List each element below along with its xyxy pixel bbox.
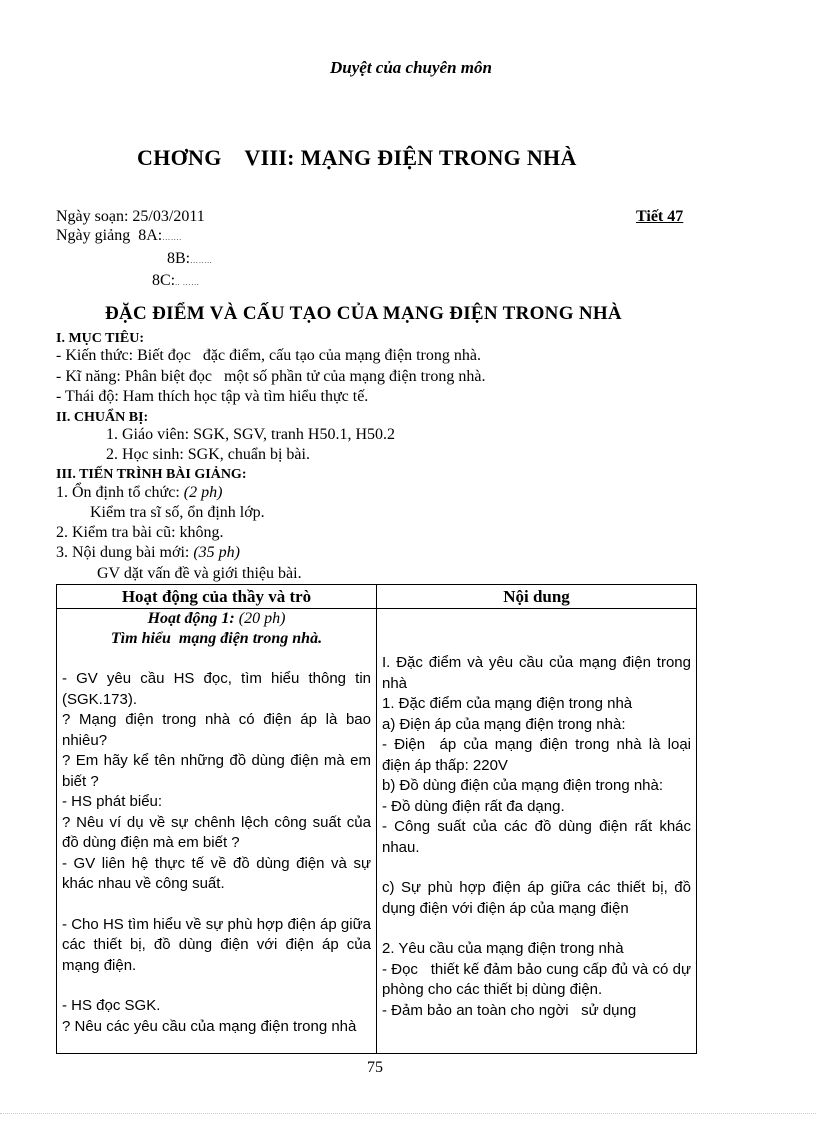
list-item: 2. Yêu cầu của mạng điện trong nhà xyxy=(382,940,624,957)
class-8a-label: 8A: xyxy=(138,227,163,244)
list-item: c) Sự phù hợp điện áp giữa các thiết bị, đồ dụng điện với điện áp của mạng điện xyxy=(382,879,691,917)
procedure-step1-detail: Kiểm tra sĩ số, ổn định lớp. xyxy=(90,504,265,521)
lesson-title: ĐẶC ĐIỂM VÀ CẤU TẠO CỦA MẠNG ĐIỆN TRONG NHÀ xyxy=(105,303,622,324)
step1-label: 1. Ổn định tổ chức: xyxy=(56,484,184,501)
preparation-student: 2. Học sinh: SGK, chuẩn bị bài. xyxy=(106,446,310,463)
table-row xyxy=(57,609,697,1054)
table-header-content: Nội dung xyxy=(377,585,697,609)
preparation-heading: II. CHUẨN BỊ: xyxy=(56,410,149,425)
list-item: ? Mạng điện trong nhà có điện áp là bao nhiêu? xyxy=(62,711,371,749)
class-8c-row xyxy=(152,272,200,292)
preparation-teacher: 1. Giáo viên: SGK, SGV, tranh H50.1, H50.2 xyxy=(106,426,396,443)
objective-skill: - Kĩ năng: Phân biệt đọc một số phần tử của mạng điện trong nhà. xyxy=(56,368,486,385)
activity-heading xyxy=(62,609,371,629)
procedure-step1 xyxy=(56,484,222,502)
step3-time: (35 ph) xyxy=(193,544,240,561)
class-8b-row xyxy=(167,250,212,270)
list-item: - Đọc thiết kế đảm bảo cung cấp đủ và có dự phòng cho các thiết bị dùng điện. xyxy=(382,960,696,998)
list-item: a) Điện áp của mạng điện trong nhà: xyxy=(382,715,626,733)
activity-label: Hoạt động 1: xyxy=(147,610,239,627)
objective-knowledge: - Kiến thức: Biết đọc đặc điểm, cấu tạo của mạng điện trong nhà. xyxy=(56,347,481,364)
procedure-step3 xyxy=(56,544,240,562)
list-item: ? Nêu các yêu cầu của mạng điện trong nhà xyxy=(62,1017,357,1035)
list-item: - Đảm bảo an toàn cho ngời sử dụng xyxy=(382,1001,637,1019)
activity-time: (20 ph) xyxy=(238,610,286,627)
page-number: 75 xyxy=(367,1059,383,1076)
list-item: - HS phát biểu: xyxy=(62,793,163,810)
activity-table xyxy=(56,584,697,1054)
list-item: - GV yêu cầu HS đọc, tìm hiểu thông tin (SGK.173). xyxy=(62,670,371,708)
footer-divider xyxy=(0,1113,816,1114)
step1-time: (2 ph) xyxy=(183,484,223,501)
class-8c-blank: .. …… xyxy=(175,278,200,287)
class-8b-label: 8B: xyxy=(167,250,191,267)
teach-date-label: Ngày giảng xyxy=(56,227,131,244)
list-item: - Đồ dùng điện rất đa dạng. xyxy=(382,797,565,815)
list-item: I. Đặc điểm và yêu cầu của mạng điện trong nhà xyxy=(382,654,691,692)
objective-attitude: - Thái độ: Ham thích học tập và tìm hiểu thực tế. xyxy=(56,388,369,405)
list-item: - Điện áp của mạng điện trong nhà là loại điện áp thấp: 220V xyxy=(382,736,696,774)
activity-title: Tìm hiểu mạng điện trong nhà. xyxy=(110,630,323,647)
content-cell xyxy=(377,609,697,1054)
prep-date: Ngày soạn: 25/03/2011 xyxy=(56,208,205,225)
list-item: - GV liên hệ thực tế về đồ dùng điện và sự khác nhau về công suất. xyxy=(62,854,371,892)
list-item: 1. Đặc điểm của mạng điện trong nhà xyxy=(382,695,633,712)
objectives-heading: I. MỤC TIÊU: xyxy=(56,331,145,346)
approval-note: Duyệt của chuyên môn xyxy=(330,58,492,77)
list-item: - Công suất của các đồ dùng điện rất khác nhau. xyxy=(382,818,691,856)
lesson-number: Tiết 47 xyxy=(636,208,684,225)
class-8b-blank: …….. xyxy=(190,256,213,265)
table-header-activities: Hoạt động của thầy và trò xyxy=(57,585,377,609)
procedure-heading: III. TIẾN TRÌNH BÀI GIẢNG: xyxy=(56,467,247,482)
table-header-row xyxy=(57,585,697,609)
list-item: - HS đọc SGK. xyxy=(62,997,161,1014)
procedure-step3-detail: GV dặt vấn đề và giới thiệu bài. xyxy=(97,565,302,582)
step3-label: 3. Nội dung bài mới: xyxy=(56,544,194,561)
list-item: ? Nêu ví dụ về sự chênh lệch công suất của đồ dùng điện mà em biết ? xyxy=(62,813,371,851)
class-8c-label: 8C: xyxy=(152,272,176,289)
class-8a-blank: ……. xyxy=(162,233,182,242)
list-item: - Cho HS tìm hiểu về sự phù hợp điện áp giữa các thiết bị, đồ dùng điện với điện áp của mạng điện. xyxy=(62,915,371,974)
procedure-step2: 2. Kiểm tra bài cũ: không. xyxy=(56,524,224,541)
teach-date-row xyxy=(56,227,182,247)
list-item: ? Em hãy kể tên những đồ dùng điện mà em biết ? xyxy=(62,752,371,790)
list-item: b) Đồ dùng điện của mạng điện trong nhà: xyxy=(382,777,664,794)
chapter-title: CHƠNG VIII: MẠNG ĐIỆN TRONG NHÀ xyxy=(137,145,577,170)
teacher-student-cell xyxy=(57,609,377,1054)
